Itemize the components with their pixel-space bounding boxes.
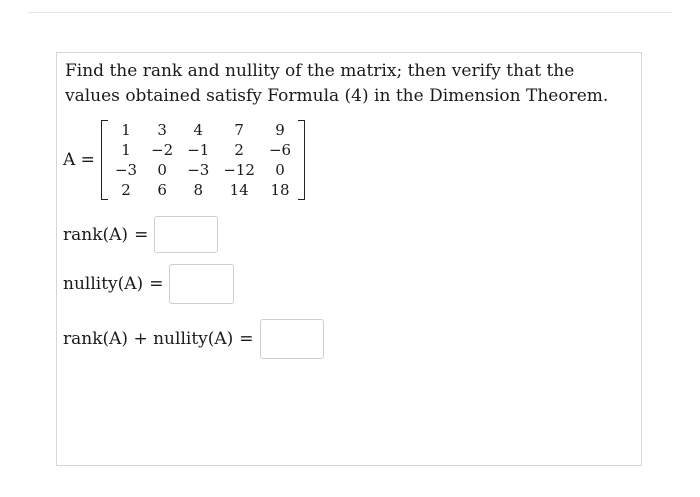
matrix-display [63,119,305,201]
matrix-label: A = [63,150,95,170]
matrix-cell: −12 [223,161,255,179]
top-divider [28,12,672,13]
equals-sign: = [239,329,254,349]
matrix-cell: 6 [157,181,167,199]
sum-label: rank(A) + nullity(A) [63,329,234,349]
matrix-row [108,160,298,180]
matrix-cell: 14 [229,181,249,199]
equals-sign: = [134,224,149,245]
nullity-answer-row [63,264,234,304]
matrix-left-bracket [101,120,108,200]
sum-answer-row [63,319,324,359]
matrix-cell: 4 [193,121,204,139]
matrix-cell: 1 [121,141,131,159]
sum-input[interactable] [260,319,324,359]
equals-sign: = [149,274,164,294]
rank-answer-row [63,216,218,253]
matrix-cell: −6 [268,141,292,159]
question-text: Find the rank and nullity of the matrix; then verify that the values obtained satisfy Formula (4) in the Dimension Theorem. [65,61,609,106]
matrix-cell: 0 [157,161,167,179]
matrix-row [108,140,298,160]
rank-label: rank(A) [63,224,129,245]
nullity-input[interactable] [169,264,234,304]
matrix-cell: −1 [187,141,210,159]
matrix-cell: 7 [234,121,244,139]
matrix-cell: 8 [193,181,204,199]
question-card [56,52,642,466]
matrix-right-bracket [298,120,305,200]
matrix-cell: −3 [187,161,210,179]
matrix-cell: 9 [275,121,285,139]
matrix-cell: −2 [151,141,174,159]
matrix-table [108,120,298,200]
rank-input[interactable] [154,216,218,253]
matrix-row [108,180,298,200]
matrix-cell: 2 [121,181,131,199]
matrix-cell: 18 [270,181,290,199]
matrix-row [108,120,298,140]
matrix-cell: 2 [234,141,244,159]
matrix-cell: 3 [157,121,167,139]
matrix-cell: 0 [275,161,285,179]
matrix-cell: 1 [121,121,131,139]
matrix-cell: −3 [114,161,138,179]
nullity-label: nullity(A) [63,274,144,294]
